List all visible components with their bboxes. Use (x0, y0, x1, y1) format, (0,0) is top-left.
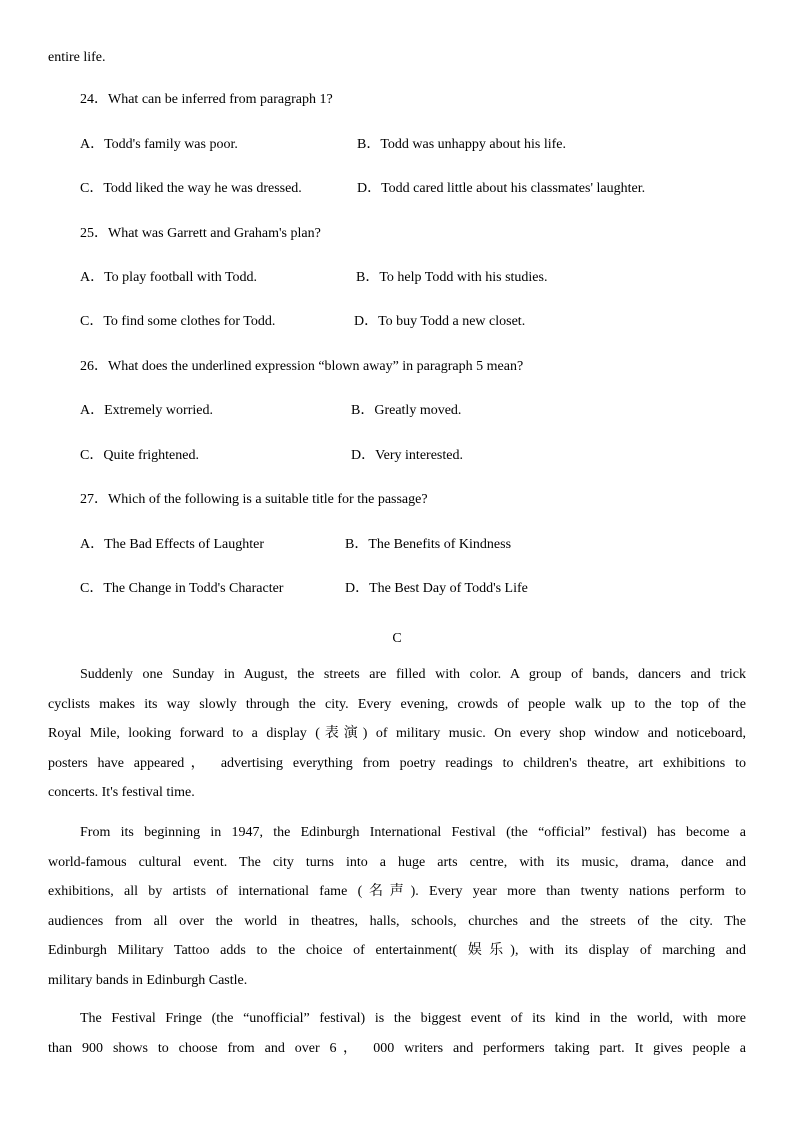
paragraph-line: concerts. It's festival time. (48, 785, 195, 800)
paragraph-line: world-famous cultural event. The city turns into a huge arts centre, with its music, drama, dance and (48, 854, 746, 870)
passage-paragraph-3 (48, 1004, 746, 1063)
question-25-stem: 25．What was Garrett and Graham's plan? (80, 226, 321, 241)
paragraph-line: than 900 shows to choose from and over 6， 000 writers and performers taking part. It gives people a (48, 1040, 746, 1056)
question-26-option-b: B．Greatly moved. (351, 403, 462, 418)
paragraph-line: Royal Mile, looking forward to a display (表演) of military music. On every shop window and noticeboard, (48, 726, 746, 741)
question-24-option-a: A．Todd's family was poor. (80, 137, 238, 152)
question-24-option-b: B．Todd was unhappy about his life. (357, 137, 566, 152)
question-27-option-a: A．The Bad Effects of Laughter (80, 537, 265, 552)
question-27-option-b: B．The Benefits of Kindness (345, 537, 512, 552)
question-27-option-d: D．The Best Day of Todd's Life (345, 581, 528, 596)
paragraph-line: From its beginning in 1947, the Edinburgh International Festival (the “official” festival) has become a (80, 825, 746, 840)
question-26-stem: 26．What does the underlined expression “blown away” in paragraph 5 mean? (80, 359, 524, 374)
paragraph-line: posters have appeared， advertising everything from poetry readings to children's theatre, art exhibitions to (48, 755, 746, 771)
paragraph-line: Suddenly one Sunday in August, the streets are filled with color. A group of bands, dancers and trick (80, 667, 746, 682)
paragraph-line: cyclists makes its way slowly through the city. Every evening, crowds of people walk up to the top of the (48, 696, 746, 712)
passage-paragraph-2 (48, 818, 746, 995)
top-fragment: entire life. (48, 50, 106, 65)
question-26-option-a: A．Extremely worried. (80, 403, 213, 418)
question-25-option-c: C．To find some clothes for Todd. (80, 314, 276, 329)
paragraph-line: Edinburgh Military Tattoo adds to the choice of entertainment( 娱乐), with its display of marching and (48, 943, 746, 958)
question-24-stem: 24．What can be inferred from paragraph 1? (80, 92, 333, 107)
paragraph-line: exhibitions, all by artists of international fame (名声). Every year more than twenty nations perform to (48, 884, 746, 899)
question-27-option-c: C．The Change in Todd's Character (80, 581, 284, 596)
question-24-option-d: D．Todd cared little about his classmates' laughter. (357, 181, 646, 196)
question-27-stem: 27．Which of the following is a suitable title for the passage? (80, 492, 428, 507)
question-26-option-c: C．Quite frightened. (80, 448, 199, 463)
section-heading: C (392, 631, 402, 646)
paragraph-line: The Festival Fringe (the “unofficial” festival) is the biggest event of its kind in the world, with more (80, 1011, 746, 1026)
question-25-option-d: D．To buy Todd a new closet. (354, 314, 526, 329)
question-24-option-c: C．Todd liked the way he was dressed. (80, 181, 302, 196)
paragraph-line: military bands in Edinburgh Castle. (48, 972, 248, 988)
passage-paragraph-1 (48, 660, 746, 808)
question-25-option-a: A．To play football with Todd. (80, 270, 258, 285)
paragraph-line: audiences from all over the world in theatres, halls, schools, churches and the streets of the city. The (48, 913, 746, 929)
question-26-option-d: D．Very interested. (351, 448, 463, 463)
question-25-option-b: B．To help Todd with his studies. (356, 270, 548, 285)
